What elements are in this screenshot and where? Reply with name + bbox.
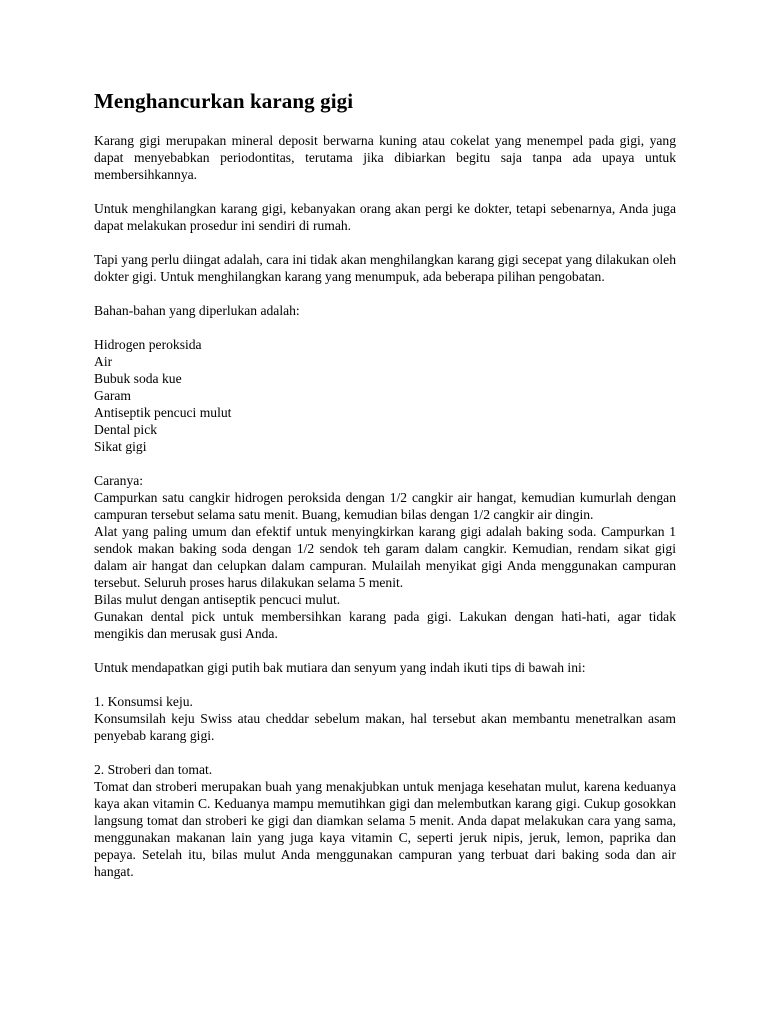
step-paragraph-2: Alat yang paling umum dan efektif untuk menyingkirkan karang gigi adalah baking soda. Campurkan 1 sendok makan baking soda dengan 1/2 sendok teh garam dalam cangkir. Kemudian, rendam sikat gigi dalam air hangat dan celupkan dalam campuran. Mulailah menyikat gigi Anda menggunakan campuran tersebut. Seluruh proses harus dilakukan selama 5 menit. bbox=[94, 524, 676, 590]
material-item: Air bbox=[94, 354, 113, 369]
spacer bbox=[94, 642, 676, 659]
step-paragraph-1: Campurkan satu cangkir hidrogen peroksida dengan 1/2 cangkir air hangat, kemudian kumurlah dengan campuran tersebut selama satu menit. Buang, kemudian bilas dengan 1/2 cangkir air dingin. bbox=[94, 490, 676, 522]
material-item: Hidrogen peroksida bbox=[94, 337, 202, 352]
tip-body: Tomat dan stroberi merupakan buah yang menakjubkan untuk menjaga kesehatan mulut, karena keduanya kaya akan vitamin C. Keduanya mampu memutihkan gigi dan melembutkan karang gigi. Cukup gosokkan langsung tomat dan stroberi ke gigi dan diamkan selama 5 menit. Anda dapat melakukan cara yang sama, menggunakan makanan lain yang juga kaya vitamin C, seperti jeruk nipis, jeruk, lemon, paprika dan pepaya. Setelah itu, bilas mulut Anda menggunakan campuran yang terbuat dari baking soda dan air hangat. bbox=[94, 779, 676, 879]
steps-heading: Caranya: bbox=[94, 473, 144, 488]
material-item: Antiseptik pencuci mulut bbox=[94, 405, 232, 420]
spacer bbox=[94, 744, 676, 761]
document-body bbox=[94, 88, 676, 880]
spacer bbox=[94, 455, 676, 472]
step-paragraph-3: Bilas mulut dengan antiseptik pencuci mulut. bbox=[94, 592, 341, 607]
tips-intro: Untuk mendapatkan gigi putih bak mutiara dan senyum yang indah ikuti tips di bawah ini: bbox=[94, 660, 586, 675]
tip-body: Konsumsilah keju Swiss atau cheddar sebelum makan, hal tersebut akan membantu menetralkan asam penyebab karang gigi. bbox=[94, 711, 676, 743]
intro-paragraph-2: Untuk menghilangkan karang gigi, kebanyakan orang akan pergi ke dokter, tetapi sebenarnya, Anda juga dapat melakukan prosedur ini sendiri di rumah. bbox=[94, 201, 676, 233]
document-title: Menghancurkan karang gigi bbox=[94, 89, 354, 113]
spacer bbox=[94, 234, 676, 251]
materials-list bbox=[94, 336, 676, 455]
intro-paragraph-1: Karang gigi merupakan mineral deposit berwarna kuning atau cokelat yang menempel pada gigi, yang dapat menyebabkan periodontitas, terutama jika dibiarkan begitu saja tanpa ada upaya untuk membersihkannya. bbox=[94, 133, 676, 182]
materials-heading: Bahan-bahan yang diperlukan adalah: bbox=[94, 303, 300, 318]
step-paragraph-4: Gunakan dental pick untuk membersihkan karang pada gigi. Lakukan dengan hati-hati, agar tidak mengikis dan merusak gusi Anda. bbox=[94, 609, 676, 641]
intro-paragraph-3: Tapi yang perlu diingat adalah, cara ini tidak akan menghilangkan karang gigi secepat yang dilakukan oleh dokter gigi. Untuk menghilangkan karang yang menumpuk, ada beberapa pilihan pengobatan. bbox=[94, 252, 676, 284]
tip-section-1 bbox=[94, 693, 676, 744]
material-item: Sikat gigi bbox=[94, 439, 147, 454]
steps-list bbox=[94, 489, 676, 642]
spacer bbox=[94, 319, 676, 336]
material-item: Bubuk soda kue bbox=[94, 371, 182, 386]
spacer bbox=[94, 183, 676, 200]
tip-heading: 1. Konsumsi keju. bbox=[94, 694, 193, 709]
tip-heading: 2. Stroberi dan tomat. bbox=[94, 762, 213, 777]
spacer bbox=[94, 676, 676, 693]
material-item: Garam bbox=[94, 388, 131, 403]
spacer bbox=[94, 285, 676, 302]
material-item: Dental pick bbox=[94, 422, 158, 437]
tip-section-2 bbox=[94, 761, 676, 880]
